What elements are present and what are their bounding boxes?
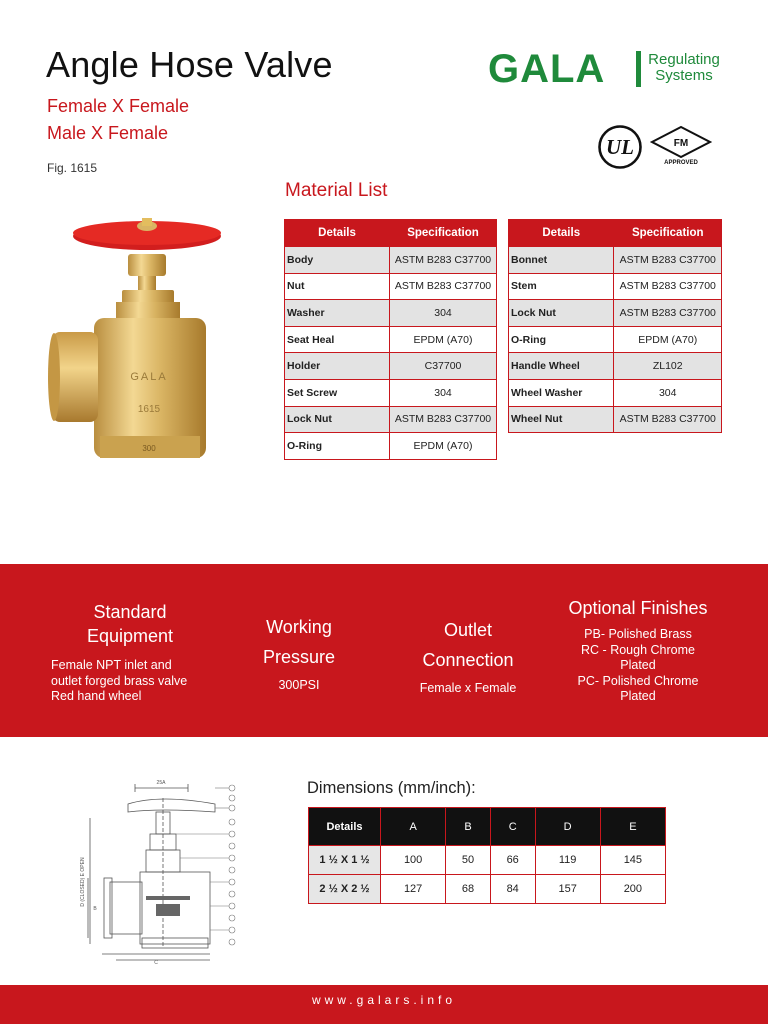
gala-logo — [488, 46, 728, 92]
table-row — [509, 273, 722, 300]
ul-listed-icon — [597, 124, 643, 170]
features-band — [0, 564, 768, 737]
drawing-label-top: 25A — [156, 780, 166, 786]
dimensions-table — [308, 807, 666, 904]
working-pressure-title-2: Pressure — [262, 647, 336, 667]
table-row — [309, 875, 666, 904]
spec-cell: C37700 — [390, 353, 497, 380]
dim-cell: 145 — [600, 846, 665, 875]
dim-cell: 68 — [446, 875, 491, 904]
dim-cell: 157 — [535, 875, 600, 904]
table-row — [309, 846, 666, 875]
working-pressure-value: 300PSI — [278, 678, 320, 692]
outlet-connection-title-2: Connection — [422, 650, 514, 670]
standard-equipment-section — [48, 600, 212, 705]
finish-item: Plated — [620, 658, 656, 672]
table-row — [285, 433, 497, 460]
finish-item: PB- Polished Brass — [584, 627, 692, 641]
working-pressure-section — [244, 612, 354, 694]
finish-item: Plated — [620, 689, 656, 703]
spec-cell: EPDM (A70) — [390, 326, 497, 353]
table-row — [509, 379, 722, 406]
header-details: Details — [509, 220, 614, 247]
detail-cell: Washer — [285, 300, 390, 327]
table-row — [285, 353, 497, 380]
table-row — [509, 353, 722, 380]
header-specification: Specification — [390, 220, 497, 247]
detail-cell: Wheel Nut — [509, 406, 614, 433]
body-mark-brand: GALA — [130, 371, 168, 383]
spec-cell: ASTM B283 C37700 — [390, 273, 497, 300]
table-row — [285, 273, 497, 300]
spec-cell: ASTM B283 C37700 — [390, 247, 497, 274]
dim-cell: 50 — [446, 846, 491, 875]
standard-equipment-line: Red hand wheel — [51, 689, 142, 703]
size-cell: 1 ½ X 1 ½ — [309, 846, 381, 875]
outlet-connection-title-1: Outlet — [443, 620, 493, 640]
table-row — [285, 326, 497, 353]
logo-tagline-2: Systems — [655, 67, 713, 84]
footer-band — [0, 985, 768, 1024]
spec-cell: ASTM B283 C37700 — [614, 406, 722, 433]
dimensions-title: Dimensions (mm/inch): — [307, 779, 476, 797]
drawing-label-side: D (CLOSED) E OPEN — [80, 857, 86, 907]
detail-cell: Holder — [285, 353, 390, 380]
header-a: A — [381, 808, 446, 846]
drawing-label-bottom: C — [154, 960, 158, 966]
spec-cell: EPDM (A70) — [614, 326, 722, 353]
detail-cell: Nut — [285, 273, 390, 300]
detail-cell: Lock Nut — [285, 406, 390, 433]
detail-cell: O-Ring — [285, 433, 390, 460]
table-row — [285, 247, 497, 274]
header-c: C — [490, 808, 535, 846]
table-header-row — [509, 220, 722, 247]
angle-hose-valve-image — [46, 214, 236, 472]
table-row — [285, 379, 497, 406]
spec-cell: ASTM B283 C37700 — [614, 300, 722, 327]
table-row — [509, 247, 722, 274]
standard-equipment-title-1: Standard — [93, 602, 167, 622]
subtitle-male-female: Male X Female — [47, 123, 169, 143]
page-title: Angle Hose Valve — [46, 44, 333, 85]
drawing-label-left: B — [93, 906, 97, 912]
working-pressure-title-1: Working — [266, 617, 332, 637]
header-details: Details — [285, 220, 390, 247]
detail-cell: Bonnet — [509, 247, 614, 274]
table-header-row — [285, 220, 497, 247]
dim-cell: 84 — [490, 875, 535, 904]
outlet-connection-value: Female x Female — [419, 681, 517, 695]
table-row — [285, 300, 497, 327]
ul-mark-text: UL — [606, 135, 634, 159]
logo-tagline-1: Regulating — [648, 51, 720, 68]
outlet-connection-title — [398, 615, 538, 675]
header-d: D — [535, 808, 600, 846]
header-b: B — [446, 808, 491, 846]
spec-cell: ASTM B283 C37700 — [614, 247, 722, 274]
outlet-connection-section — [398, 615, 538, 697]
detail-cell: Handle Wheel — [509, 353, 614, 380]
detail-cell: Wheel Washer — [509, 379, 614, 406]
detail-cell: Set Screw — [285, 379, 390, 406]
spec-cell: ASTM B283 C37700 — [390, 406, 497, 433]
fm-mark-text: FM — [673, 138, 689, 149]
table-row — [509, 300, 722, 327]
logo-brand: GALA — [488, 47, 606, 91]
spec-cell: 304 — [390, 300, 497, 327]
detail-cell: Stem — [509, 273, 614, 300]
subtitle-female-female: Female X Female — [47, 96, 190, 116]
standard-equipment-line: outlet forged brass valve — [51, 673, 188, 688]
standard-equipment-text — [48, 658, 212, 705]
dim-cell: 127 — [381, 875, 446, 904]
dim-cell: 66 — [490, 846, 535, 875]
website-link[interactable]: www.galars.info — [311, 993, 457, 1007]
table-row — [509, 326, 722, 353]
standard-equipment-title-2: Equipment — [86, 626, 174, 646]
working-pressure-title — [244, 612, 354, 672]
standard-equipment-title — [48, 600, 212, 648]
body-mark-fig: 1615 — [137, 404, 161, 415]
material-table-left — [284, 219, 497, 460]
standard-equipment-line: Female NPT inlet and — [51, 658, 172, 672]
spec-cell: 304 — [614, 379, 722, 406]
detail-cell: Seat Heal — [285, 326, 390, 353]
fm-approved-icon — [650, 124, 712, 166]
size-cell: 2 ½ X 2 ½ — [309, 875, 381, 904]
table-row — [509, 406, 722, 433]
header-specification: Specification — [614, 220, 722, 247]
detail-cell: O-Ring — [509, 326, 614, 353]
table-header-row — [309, 808, 666, 846]
table-row — [285, 406, 497, 433]
fm-approved-text: APPROVED — [664, 160, 698, 166]
optional-finishes-section — [553, 596, 723, 705]
dim-cell: 200 — [600, 875, 665, 904]
logo-tagline — [646, 52, 722, 84]
spec-cell: ZL102 — [614, 353, 722, 380]
technical-drawing — [80, 778, 246, 966]
optional-finishes-title: Optional Finishes — [568, 598, 708, 618]
header-details: Details — [309, 808, 381, 846]
spec-cell: 304 — [390, 379, 497, 406]
figure-number: Fig. 1615 — [47, 161, 98, 175]
body-mark-size: 300 — [142, 444, 156, 453]
logo-separator — [636, 51, 641, 87]
header-e: E — [600, 808, 665, 846]
finish-item: PC- Polished Chrome — [577, 673, 699, 688]
spec-cell: EPDM (A70) — [390, 433, 497, 460]
material-list-title: Material List — [285, 180, 388, 201]
material-table-right — [508, 219, 722, 433]
spec-cell: ASTM B283 C37700 — [614, 273, 722, 300]
dim-cell: 100 — [381, 846, 446, 875]
dim-cell: 119 — [535, 846, 600, 875]
detail-cell: Lock Nut — [509, 300, 614, 327]
finish-item: RC - Rough Chrome — [581, 642, 695, 657]
optional-finishes-list — [553, 627, 723, 705]
detail-cell: Body — [285, 247, 390, 274]
